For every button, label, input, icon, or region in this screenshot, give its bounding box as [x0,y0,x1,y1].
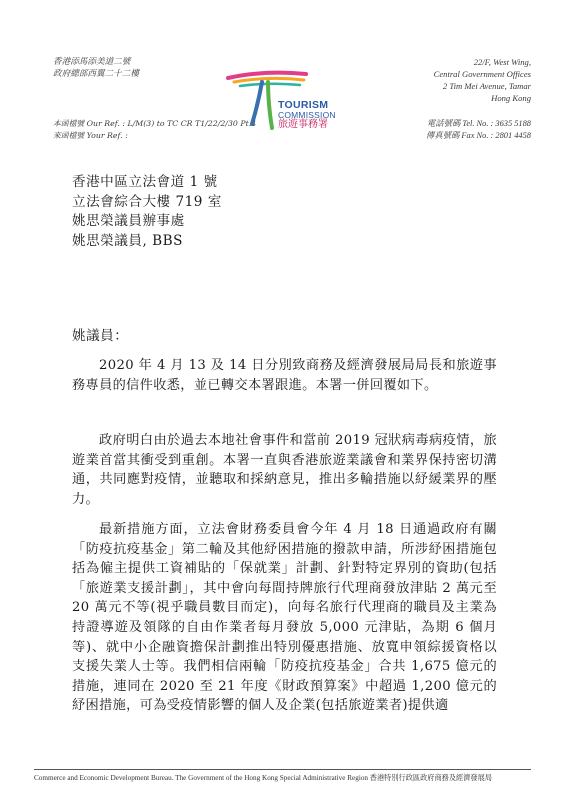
body-paragraph: 2020 年 4 月 13 及 14 日分別致商務及經濟發展局局長和旅遊事務專員的信件收悉，並已轉交本署跟進。本署一併回覆如下。 [72,358,497,393]
logo-text-zh: 旅遊事務署 [278,119,328,130]
address-zh-line: 政府總部西翼二十二樓 [53,69,139,79]
logo-text-commission: COMMISSION [278,110,336,120]
fax-number: 傳真號碼 Fax No. : 2801 4458 [425,131,531,140]
salutation: 姚議員： [72,328,129,344]
address-en-line: 22/F, West Wing, [473,57,531,67]
letterhead-address-zh [53,56,139,80]
recipient-line: 立法會綜合大樓 719 室 [72,193,222,210]
address-en-line: 2 Tim Mei Avenue, Tamar [442,81,531,91]
footer-text: Commerce and Economic Development Bureau. The Government of the Hong Kong Special Administrative Region 香港特別行政區政府商務及經濟發展局 [34,774,492,782]
logo-wordmark [278,100,336,130]
letterhead-address-en [434,56,531,104]
our-ref: 本函檔號 Our Ref. : L/M(3) to TC CR T1/22/2/30 Pt.4 [53,119,257,128]
recipient-line: 香港中區立法會道 1 號 [72,174,218,190]
address-zh-line: 香港添馬添美道二號 [53,57,131,67]
recipient-line: 姚思榮議員, BBS [72,232,183,249]
address-en-line: Central Government Offices [433,69,531,79]
logo-text-tourism: TOURISM [278,99,329,111]
footer-divider [34,769,531,770]
address-en-line: Hong Kong [491,93,531,103]
recipient-line: 姚思榮議員辦事處 [72,213,185,229]
recipient-address [72,173,222,251]
body-paragraph: 最新措施方面，立法會財務委員會今年 4 月 18 日通過政府有關「防疫抗疫基金」第二輪及其他紓困措施的撥款申請，所涉紓困措施包括為僱主提供工資補貼的「保就業」計劃、針對特定界別的資助(包括「旅遊業支援計劃」，其中會向每間持牌旅行代理商發放津貼 2 萬元至 20 萬元不等(視乎職員數目而定)，向每名旅行代理商的職員及主業為持證導遊及領隊的自由作業者每月發放 5,000 元津貼，為期 6 個月等)、就中小企融資擔保計劃推出特別優惠措施、放寬申領綜援資格以支援失業人士等。我們相信兩輪「防疫抗疫基金」合共 1,675 億元的措施，連同在 2020 至 21 年度《財政預算案》中超過 1,200 億元的紓困措施，可為受疫情影響的個人及企業(包括旅遊業者)提供適 [72,522,497,714]
letterhead-contact [426,118,531,142]
tel-number: 電話號碼 Tel. No. : 3635 5188 [426,119,531,128]
body-paragraph: 政府明白由於過去本地社會事件和當前 2019 冠狀病毒病疫情，旅遊業首當其衝受到重創。本署一直與香港旅遊業議會和業界保持密切溝通，共同應對疫情，並聽取和採納意見，推出多輪措施以紓緩業界的壓力。 [72,433,497,507]
your-ref: 來函檔號 Your Ref. : [53,131,128,140]
